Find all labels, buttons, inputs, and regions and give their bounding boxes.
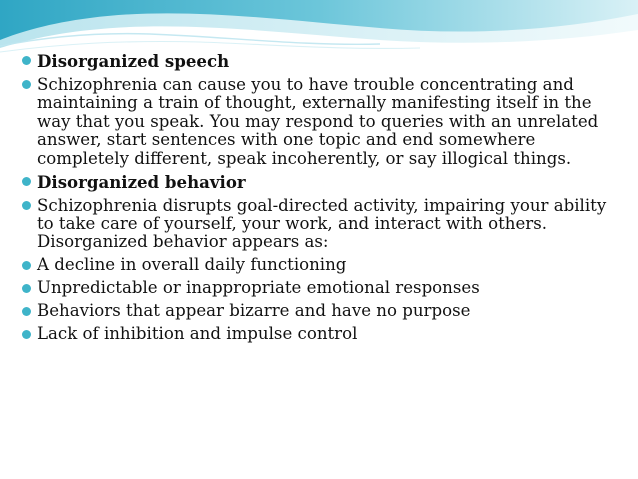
bullet-item [22, 279, 612, 297]
bullet-text: Schizophrenia disrupts goal-directed activity, impairing your ability to take care of yourself, your work, and interact with others. Disorganized behavior appears as: [37, 195, 607, 252]
bullet-text: Behaviors that appear bizarre and have no purpose [37, 301, 471, 321]
bullet-dot-icon [22, 330, 31, 339]
bullet-text: A decline in overall daily functioning [37, 255, 347, 275]
bullet-text: Schizophrenia can cause you to have trouble concentrating and maintaining a train of thought, externally manifesting itself in the way that you speak. You may respond to queries with an unrelated answer, start sentences with one topic and end somewhere completely different, speak incoherently, or say illogical things. [37, 75, 599, 168]
bullet-dot-icon [22, 80, 31, 89]
bullet-item [22, 197, 612, 252]
bullet-text: Disorganized speech [37, 51, 230, 71]
bullet-dot-icon [22, 307, 31, 316]
bullet-text: Lack of inhibition and impulse control [37, 324, 358, 344]
bullet-dot-icon [22, 56, 31, 65]
bullet-item [22, 52, 612, 71]
bullet-text: Unpredictable or inappropriate emotional responses [37, 278, 480, 298]
bullet-dot-icon [22, 284, 31, 293]
bullet-dot-icon [22, 177, 31, 186]
bullet-item [22, 256, 612, 274]
bullet-text: Disorganized behavior [37, 171, 246, 192]
bullet-item [22, 173, 612, 192]
bullet-dot-icon [22, 261, 31, 270]
bullet-item [22, 76, 612, 168]
bullet-list [22, 52, 612, 348]
bullet-item [22, 302, 612, 320]
bullet-dot-icon [22, 201, 31, 210]
bullet-item [22, 325, 612, 343]
